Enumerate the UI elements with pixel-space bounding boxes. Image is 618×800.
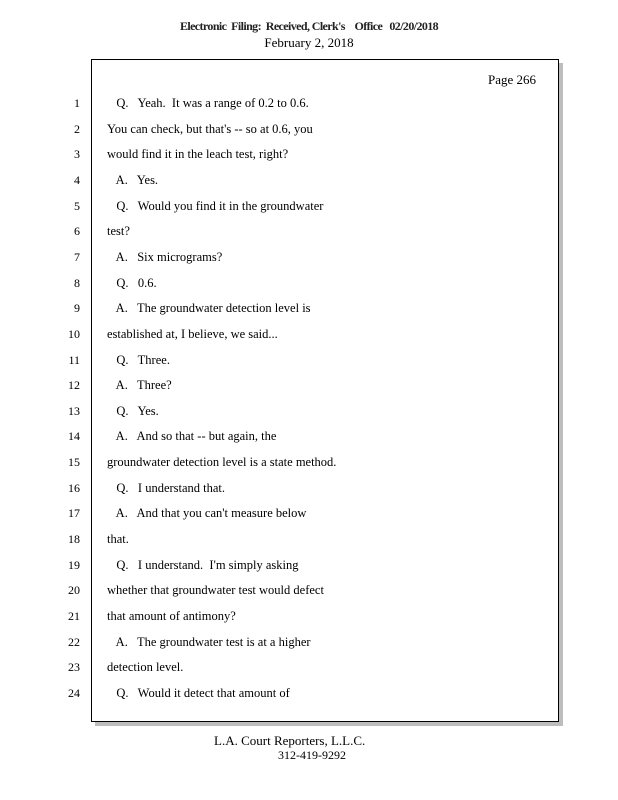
- transcript-line-text: A. And that you can't measure below: [107, 506, 307, 520]
- line-number: 17: [68, 506, 80, 520]
- transcript-line-text: A. And so that -- but again, the: [107, 429, 277, 443]
- transcript-line-text: Q. I understand that.: [107, 481, 226, 495]
- line-number: 13: [68, 404, 80, 418]
- footer-company: L.A. Court Reporters, L.L.C.: [214, 733, 366, 748]
- line-number: 2: [74, 122, 80, 136]
- line-number: 11: [68, 353, 80, 367]
- line-number: 14: [68, 429, 80, 443]
- line-number: 6: [74, 224, 80, 238]
- line-number: 4: [74, 173, 80, 187]
- transcript-line-text: established at, I believe, we said...: [107, 327, 278, 341]
- footer-phone: 312-419-9292: [278, 748, 346, 762]
- transcript-line-text: would find it in the leach test, right?: [107, 147, 289, 161]
- line-number: 3: [74, 147, 80, 161]
- transcript-line-text: Q. Three.: [107, 353, 170, 367]
- transcript-line-text: that.: [107, 532, 129, 546]
- transcript-line-text: Q. Yeah. It was a range of 0.2 to 0.6.: [107, 96, 309, 110]
- transcript-line-text: detection level.: [107, 660, 184, 674]
- line-number: 12: [68, 378, 80, 392]
- line-number: 1: [74, 96, 80, 110]
- line-number: 7: [74, 250, 80, 264]
- line-number: 19: [68, 558, 80, 572]
- filing-stamp: Electronic Filing: Received, Clerk's Office 02/20/2018: [179, 19, 439, 33]
- line-number: 16: [68, 481, 80, 495]
- transcript-line-text: You can check, but that's -- so at 0.6, you: [107, 122, 313, 136]
- transcript-line-text: A. Six micrograms?: [107, 250, 223, 264]
- transcript-line-text: Q. Would it detect that amount of: [107, 686, 290, 700]
- transcript-line-text: A. The groundwater test is at a higher: [107, 635, 311, 649]
- line-number: 18: [68, 532, 80, 546]
- transcript-line-text: Q. Would you find it in the groundwater: [107, 199, 324, 213]
- line-number: 10: [68, 327, 80, 341]
- transcript-line-text: whether that groundwater test would defect: [107, 583, 324, 597]
- line-number: 22: [68, 635, 80, 649]
- line-number: 5: [74, 199, 80, 213]
- transcript-line-text: A. Yes.: [107, 173, 159, 187]
- line-number: 15: [68, 455, 80, 469]
- line-number: 23: [68, 660, 80, 674]
- transcript-line-text: A. Three?: [107, 378, 172, 392]
- transcript-line-text: that amount of antimony?: [107, 609, 236, 623]
- line-number: 24: [68, 686, 80, 700]
- line-number: 8: [74, 276, 80, 290]
- transcript-line-text: Q. 0.6.: [107, 276, 157, 290]
- transcript-line-text: Q. Yes.: [107, 404, 159, 418]
- transcript-line-text: A. The groundwater detection level is: [107, 301, 311, 315]
- line-number: 9: [74, 301, 80, 315]
- transcript-line-text: Q. I understand. I'm simply asking: [107, 558, 299, 572]
- line-number: 20: [68, 583, 80, 597]
- transcript-line-text: test?: [107, 224, 130, 238]
- header-date: February 2, 2018: [264, 35, 354, 50]
- page-number: Page 266: [487, 72, 536, 87]
- transcript-line-text: groundwater detection level is a state method.: [107, 455, 337, 469]
- line-number: 21: [68, 609, 80, 623]
